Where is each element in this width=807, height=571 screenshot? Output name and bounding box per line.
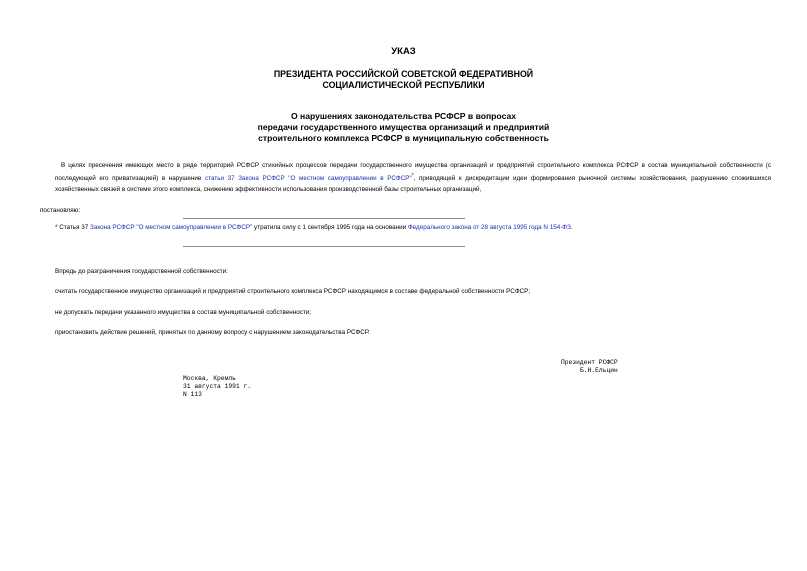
footnote-law-link[interactable]: Закона РСФСР "О местном самоуправлении в РСФСР" bbox=[90, 224, 253, 231]
footnote-suffix: . bbox=[570, 224, 573, 231]
subject-line-1: О нарушениях законодательства РСФСР в вопросах bbox=[290, 111, 517, 121]
footnote-divider-top bbox=[183, 218, 465, 219]
clause-item: приостановить действие решений, принятых по данному вопросу с нарушением законодательства РСФСР. bbox=[55, 329, 370, 336]
footnote-middle: утратила силу с 1 сентября 1995 года на основании bbox=[252, 224, 408, 231]
issuer-line-2: СОЦИАЛИСТИЧЕСКОЙ РЕСПУБЛИКИ bbox=[322, 80, 485, 90]
clause-item: не допускать передачи указанного имущества в состав муниципальной собственности; bbox=[55, 309, 312, 316]
decree-word: постановляю: bbox=[40, 207, 81, 214]
preamble-paragraph bbox=[55, 160, 771, 195]
document-title: УКАЗ bbox=[391, 46, 416, 57]
subject-line-2: передачи государственного имущества организаций и предприятий bbox=[257, 122, 550, 132]
issuer-line-1: ПРЕЗИДЕНТА РОССИЙСКОЙ СОВЕТСКОЙ ФЕДЕРАТИВНОЙ bbox=[273, 69, 534, 79]
preamble-text-2: , приводящей к дискредитации идеи формирования рыночной системы хозяйствования, разрушению сложившихся хозяйственных связей в системе этого комплекса, снижению эффективности использования производственной базы строительных организаций, bbox=[55, 175, 771, 194]
subject-heading bbox=[0, 111, 807, 144]
place: Москва, Кремль bbox=[183, 375, 236, 382]
date: 31 августа 1991 г. bbox=[183, 383, 252, 390]
footnote-prefix: * Статья 37 bbox=[55, 224, 91, 231]
issuer-heading bbox=[0, 69, 807, 91]
subject-line-3: строительного комплекса РСФСР в муниципальную собственность bbox=[258, 133, 549, 143]
signature-position: Президент РСФСР bbox=[561, 359, 618, 366]
clause-intro: Впредь до разграничения государственной собственности: bbox=[55, 268, 228, 275]
footnote-marker: * bbox=[411, 173, 414, 179]
preamble-text-1: В целях пресечения имеющих место в ряде территорий РСФСР стихийных процессов передачи государственного имущества организаций и предприятий строительного комплекса РСФСР в состав муниципальной собственности (с последующей его приватизацией) в нарушение bbox=[55, 162, 771, 183]
footnote-federal-law-link[interactable]: Федерального закона от 28 августа 1995 года N 154-ФЗ bbox=[407, 224, 571, 231]
clause-item: считать государственное имущество организаций и предприятий строительного комплекса РСФСР находящимся в составе федеральной собственности РСФСР; bbox=[55, 288, 530, 295]
decree-number: N 113 bbox=[183, 391, 202, 398]
signature-name: Б.Н.Ельцин bbox=[580, 367, 618, 374]
preamble-law-link[interactable]: статьи 37 Закона РСФСР "О местном самоуправлении в РСФСР" bbox=[205, 175, 412, 183]
footnote bbox=[55, 223, 771, 232]
footnote-divider-bottom bbox=[183, 246, 465, 247]
